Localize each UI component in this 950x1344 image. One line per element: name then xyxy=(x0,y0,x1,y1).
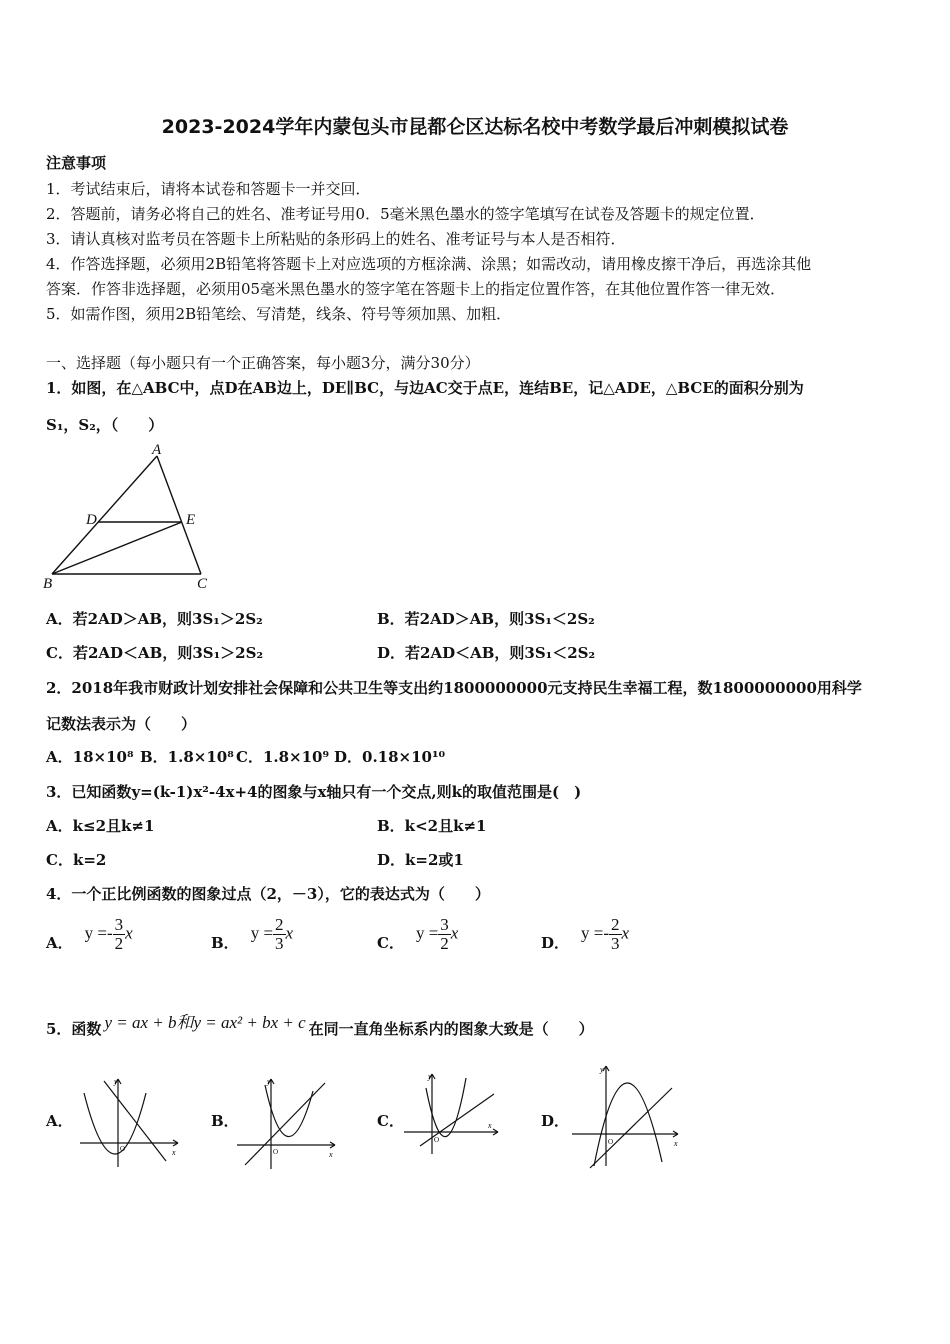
svg-text:y: y xyxy=(428,1072,432,1081)
q3-option-b[interactable]: B．k<2且k≠1 xyxy=(377,817,487,835)
label-d: D xyxy=(86,512,97,528)
q2-option-a[interactable]: A．18×10⁸ xyxy=(46,748,134,766)
fraction: $\frac{3}{2}$ xyxy=(114,915,124,953)
q4-option-a[interactable]: A．y =- $\frac{3}{2}$ x xyxy=(46,915,133,953)
fraction: $\frac{3}{2}$ xyxy=(440,915,449,953)
q5-graph-d xyxy=(570,1062,682,1172)
notice-item: 答案．作答非选择题，必须用05毫米黑色墨水的签字笔在答题卡上的指定位置作答，在其他位置作答一律无效． xyxy=(46,280,786,298)
q3-option-c[interactable]: C．k=2 xyxy=(46,851,107,869)
notice-item: 3．请认真核对监考员在答题卡上所粘贴的条形码上的姓名、准考证号与本人是否相符． xyxy=(46,230,626,248)
q5-stem: 5．函数 y = ax + b和y = ax² + bx + c 在同一直角坐标系内的图象大致是（ ） xyxy=(46,1013,594,1038)
label-a: A xyxy=(152,442,162,458)
label-c: C xyxy=(197,576,208,592)
q5-option-d[interactable]: D． xyxy=(541,1112,570,1130)
q1-option-a[interactable]: A．若2AD＞AB，则3S₁＞2S₂ xyxy=(46,610,263,628)
svg-text:x: x xyxy=(488,1121,492,1130)
fraction: $\frac{2}{3}$ xyxy=(275,915,284,953)
svg-text:x: x xyxy=(674,1139,678,1148)
q2-option-b[interactable]: B．1.8×10⁸ xyxy=(140,748,234,766)
q2-stem-line1: 2．2018年我市财政计划安排社会保障和公共卫生等支出约1800000000元支持民生幸福工程，数1800000000用科学 xyxy=(46,679,862,697)
q5-option-b[interactable]: B． xyxy=(211,1112,239,1130)
q5-graph-a xyxy=(78,1075,186,1171)
notice-item: 2．答题前，请务必将自己的姓名、准考证号用0．5毫米黑色墨水的签字笔填写在试卷及答题卡的规定位置． xyxy=(46,205,765,223)
svg-text:x: x xyxy=(172,1148,176,1157)
q3-option-a[interactable]: A．k≤2且k≠1 xyxy=(46,817,155,835)
notice-item: 5．如需作图，须用2B铅笔绘、写清楚，线条、符号等须加黑、加粗． xyxy=(46,305,512,323)
q2-option-c[interactable]: C．1.8×10⁹ xyxy=(236,748,330,766)
label-b: B xyxy=(43,576,53,592)
q2-option-d[interactable]: D．0.18×10¹⁰ xyxy=(334,748,446,766)
svg-text:y: y xyxy=(267,1077,271,1086)
svg-text:O: O xyxy=(120,1145,126,1153)
q3-stem: 3．已知函数y=(k-1)x²-4x+4的图象与x轴只有一个交点,则k的取值范围是( ) xyxy=(46,783,582,801)
q1-option-c[interactable]: C．若2AD＜AB，则3S₁＞2S₂ xyxy=(46,644,264,662)
notice-heading: 注意事项 xyxy=(46,154,107,172)
svg-text:O: O xyxy=(273,1148,279,1156)
q4-option-c[interactable]: C．y = $\frac{3}{2}$ x xyxy=(377,915,459,953)
page-title: 2023-2024学年内蒙包头市昆都仑区达标名校中考数学最后冲刺模拟试卷 xyxy=(161,116,789,138)
q5-option-a[interactable]: A． xyxy=(46,1112,73,1130)
q5-formula: y = ax + b和y = ax² + bx + c xyxy=(104,1013,306,1032)
q1-option-d[interactable]: D．若2AD＜AB，则3S₁＜2S₂ xyxy=(377,644,596,662)
q1-stem-line1: 1．如图，在△ABC中，点D在AB边上，DE∥BC，与边AC交于点E，连结BE，记△ADE，△BCE的面积分别为 xyxy=(46,379,804,397)
q1-stem-line2: S₁，S₂，（ ） xyxy=(46,416,164,434)
fraction: $\frac{2}{3}$ xyxy=(611,915,620,953)
svg-text:x: x xyxy=(329,1150,333,1159)
q5-graph-b xyxy=(235,1075,343,1171)
q4-option-b[interactable]: B．y = $\frac{2}{3}$ x xyxy=(211,915,294,953)
q2-stem-line2: 记数法表示为（ ） xyxy=(46,715,197,733)
notice-item: 1．考试结束后，请将本试卷和答题卡一并交回． xyxy=(46,180,371,198)
q1-option-b[interactable]: B．若2AD＞AB，则3S₁＜2S₂ xyxy=(377,610,595,628)
label-e: E xyxy=(186,512,196,528)
notice-item: 4．作答选择题，必须用2B铅笔将答题卡上对应选项的方框涂满、涂黑；如需改动，请用橡皮擦干净后，再选涂其他 xyxy=(46,255,812,273)
q4-stem: 4．一个正比例函数的图象过点（2，－3），它的表达式为（ ） xyxy=(46,885,490,903)
q4-option-d[interactable]: D．y =- $\frac{2}{3}$ x xyxy=(541,915,630,953)
q5-option-c[interactable]: C． xyxy=(377,1112,404,1130)
svg-text:O: O xyxy=(608,1138,614,1146)
svg-text:y: y xyxy=(600,1065,604,1074)
section-heading: 一、选择题（每小题只有一个正确答案，每小题3分，满分30分） xyxy=(46,354,480,372)
svg-text:O: O xyxy=(434,1136,440,1144)
q5-graph-c xyxy=(402,1070,510,1160)
q3-option-d[interactable]: D．k=2或1 xyxy=(377,851,464,869)
svg-text:y: y xyxy=(114,1077,118,1086)
q1-triangle-figure xyxy=(40,440,220,595)
